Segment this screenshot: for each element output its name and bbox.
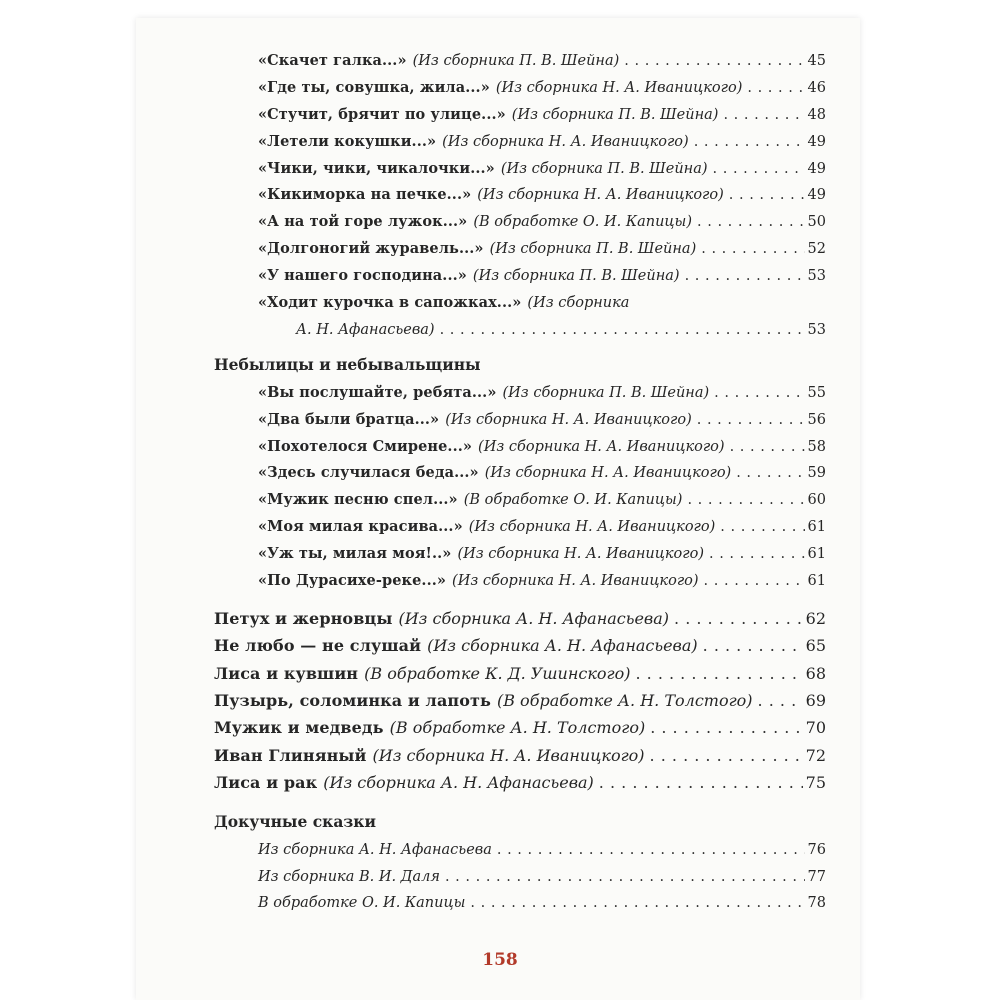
entry-title: «Здесь случилася беда...» xyxy=(258,464,479,482)
dot-leader xyxy=(685,263,805,290)
toc-tale-entry xyxy=(214,632,826,659)
entry-source: (Из сборника Н. А. Иваницкого) xyxy=(478,438,725,455)
dot-leader xyxy=(650,714,802,741)
entry-title: «Моя милая красива...» xyxy=(258,518,463,536)
tale-title: Пузырь, соломинка и лапоть xyxy=(214,691,491,711)
entry-source-line1: (Из сборника xyxy=(527,295,630,312)
entry-source: (Из сборника П. В. Шейна) xyxy=(489,241,697,258)
tale-title: Лиса и рак xyxy=(214,773,318,793)
toc-entry xyxy=(214,380,826,407)
entry-title: «Стучит, брячит по улице...» xyxy=(258,105,506,123)
tale-source: (Из сборника А. Н. Афанасьева) xyxy=(398,608,670,628)
entry-page-number: 55 xyxy=(807,384,826,401)
entry-source: (Из сборника Н. А. Иваницкого) xyxy=(477,187,724,204)
dot-leader xyxy=(687,487,804,514)
entry-title: «У нашего господина...» xyxy=(258,267,467,285)
entry-source: (Из сборника П. В. Шейна) xyxy=(412,53,620,69)
entry-page-number: 52 xyxy=(807,241,826,258)
toc-entry xyxy=(214,434,826,461)
tale-title: Не любо — не слушай xyxy=(214,636,422,656)
dot-leader xyxy=(729,182,805,209)
dot-leader xyxy=(697,407,805,434)
entry-source: В обработке О. И. Капицы xyxy=(258,895,466,912)
entry-title: «Уж ты, милая моя!..» xyxy=(258,545,452,563)
entry-title: «Похотелося Смирене...» xyxy=(258,437,473,455)
dot-leader xyxy=(497,837,805,864)
entry-title: «Чики, чики, чикалочки...» xyxy=(258,159,495,177)
dot-leader xyxy=(720,514,804,541)
dot-leader xyxy=(697,209,805,236)
entry-source: (Из сборника Н. А. Иваницкого) xyxy=(442,133,689,150)
dot-leader xyxy=(599,769,803,796)
entry-title: «Два были братца...» xyxy=(258,410,440,428)
toc-entry xyxy=(214,102,826,129)
entry-source-line2: А. Н. Афанасьева) xyxy=(296,321,435,338)
dot-leader xyxy=(624,48,804,75)
tale-page-number: 62 xyxy=(805,608,826,628)
dot-leader xyxy=(713,156,805,183)
section-heading-nebylitsy: Небылицы и небывальщины xyxy=(214,354,481,374)
entry-title: «По Дурасихе-реке...» xyxy=(258,572,447,590)
entry-source: (Из сборника П. В. Шейна) xyxy=(511,106,719,123)
entry-source: (В обработке О. И. Капицы) xyxy=(463,492,683,509)
toc-entry xyxy=(214,837,826,864)
tale-source: (Из сборника А. Н. Афанасьева) xyxy=(323,773,594,793)
entry-source: (Из сборника Н. А. Иваницкого) xyxy=(495,79,743,96)
entry-page-number: 61 xyxy=(807,519,826,536)
toc-entry xyxy=(214,568,826,595)
tale-title: Петух и жерновцы xyxy=(214,608,393,628)
dot-leader xyxy=(723,102,804,129)
toc-entry xyxy=(214,890,826,917)
table-of-contents xyxy=(214,48,826,917)
entry-title: «Долгоногий журавель...» xyxy=(258,240,484,258)
dot-leader xyxy=(470,890,804,917)
entry-source: Из сборника В. И. Даля xyxy=(258,868,440,885)
entry-source: (Из сборника Н. А. Иваницкого) xyxy=(468,519,716,536)
dot-leader xyxy=(674,605,803,632)
entry-source: (Из сборника Н. А. Иваницкого) xyxy=(445,411,692,428)
toc-entry-continuation xyxy=(214,317,826,344)
tale-page-number: 69 xyxy=(805,691,826,711)
dot-leader xyxy=(703,632,803,659)
toc-tale-entry xyxy=(214,714,826,741)
entry-page-number: 49 xyxy=(807,160,826,177)
entry-source: (Из сборника Н. А. Иваницкого) xyxy=(484,465,732,482)
tale-source: (В обработке А. Н. Толстого) xyxy=(389,718,646,738)
entry-title: «Где ты, совушка, жила...» xyxy=(258,78,490,96)
toc-entry-wrapped xyxy=(214,290,826,317)
toc-entry xyxy=(214,209,826,236)
toc-tale-entry xyxy=(214,769,826,796)
dot-leader xyxy=(709,541,805,568)
toc-entry xyxy=(214,514,826,541)
entry-title: «Кикиморка на печке...» xyxy=(258,186,472,204)
dot-leader xyxy=(747,75,804,102)
entry-page-number: 76 xyxy=(807,841,826,858)
dot-leader xyxy=(758,687,803,714)
entry-source: (Из сборника Н. А. Иваницкого) xyxy=(457,546,704,563)
dot-leader xyxy=(704,568,805,595)
entry-page-number: 61 xyxy=(807,573,826,590)
tale-page-number: 72 xyxy=(805,745,826,765)
tale-title: Лиса и кувшин xyxy=(214,663,359,683)
entry-title: «Ходит курочка в сапожках...» xyxy=(258,294,522,312)
tale-page-number: 68 xyxy=(805,663,826,683)
entry-source: (Из сборника П. В. Шейна) xyxy=(472,268,680,285)
entry-page-number: 56 xyxy=(807,411,826,428)
entry-page-number: 46 xyxy=(807,79,826,96)
entry-page-number: 53 xyxy=(807,268,826,285)
entry-page-number: 58 xyxy=(807,438,826,455)
dot-leader xyxy=(730,434,805,461)
tale-page-number: 75 xyxy=(805,773,826,793)
toc-tale-entry xyxy=(214,605,826,632)
toc-entry xyxy=(214,487,826,514)
entry-title: «Мужик песню спел...» xyxy=(258,491,458,509)
entry-title: «Летели кокушки...» xyxy=(258,132,437,150)
toc-entry xyxy=(214,236,826,263)
toc-entry xyxy=(214,129,826,156)
dot-leader xyxy=(736,460,804,487)
dot-leader xyxy=(635,660,802,687)
tale-source: (Из сборника А. Н. Афанасьева) xyxy=(427,636,698,656)
tale-page-number: 70 xyxy=(805,718,826,738)
toc-entry xyxy=(214,541,826,568)
entry-source: (Из сборника Н. А. Иваницкого) xyxy=(452,573,699,590)
entry-page-number: 59 xyxy=(807,465,826,482)
entry-page-number: 77 xyxy=(807,868,826,885)
entry-page-number: 53 xyxy=(807,321,826,338)
toc-entry xyxy=(214,460,826,487)
tale-title: Мужик и медведь xyxy=(214,718,384,738)
toc-entry xyxy=(214,864,826,891)
toc-entry xyxy=(214,75,826,102)
entry-source: (В обработке О. И. Капицы) xyxy=(473,214,693,231)
dot-leader xyxy=(650,742,803,769)
dot-leader xyxy=(714,380,804,407)
entry-title: «А на той горе лужок...» xyxy=(258,213,468,231)
entry-page-number: 49 xyxy=(807,187,826,204)
toc-tale-entry xyxy=(214,660,826,687)
toc-entry xyxy=(214,182,826,209)
section-heading-dokuchnye: Докучные сказки xyxy=(214,811,376,831)
toc-entry xyxy=(214,156,826,183)
entry-title: «Вы послушайте, ребята...» xyxy=(258,383,497,401)
entry-title: «Скачет галка...» xyxy=(258,52,407,69)
toc-entry xyxy=(214,407,826,434)
page-number: 158 xyxy=(482,950,518,970)
entry-page-number: 61 xyxy=(807,546,826,563)
toc-entry xyxy=(214,263,826,290)
toc-tale-entry xyxy=(214,687,826,714)
tale-source: (Из сборника Н. А. Иваницкого) xyxy=(372,745,645,765)
tale-title: Иван Глиняный xyxy=(214,745,367,765)
tale-source: (В обработке А. Н. Толстого) xyxy=(496,691,753,711)
tale-source: (В обработке К. Д. Ушинского) xyxy=(364,663,631,683)
entry-page-number: 48 xyxy=(807,106,826,123)
entry-source: (Из сборника П. В. Шейна) xyxy=(502,384,710,401)
dot-leader xyxy=(440,317,805,344)
dot-leader xyxy=(445,864,805,891)
tale-page-number: 65 xyxy=(805,636,826,656)
entry-page-number: 50 xyxy=(807,214,826,231)
toc-entry xyxy=(214,48,826,75)
entry-source: Из сборника А. Н. Афанасьева xyxy=(258,841,492,858)
entry-page-number: 78 xyxy=(807,895,826,912)
entry-page-number: 49 xyxy=(807,133,826,150)
dot-leader xyxy=(694,129,805,156)
toc-tale-entry xyxy=(214,742,826,769)
entry-page-number: 45 xyxy=(807,53,826,69)
entry-page-number: 60 xyxy=(807,492,826,509)
dot-leader xyxy=(701,236,804,263)
entry-source: (Из сборника П. В. Шейна) xyxy=(500,160,708,177)
